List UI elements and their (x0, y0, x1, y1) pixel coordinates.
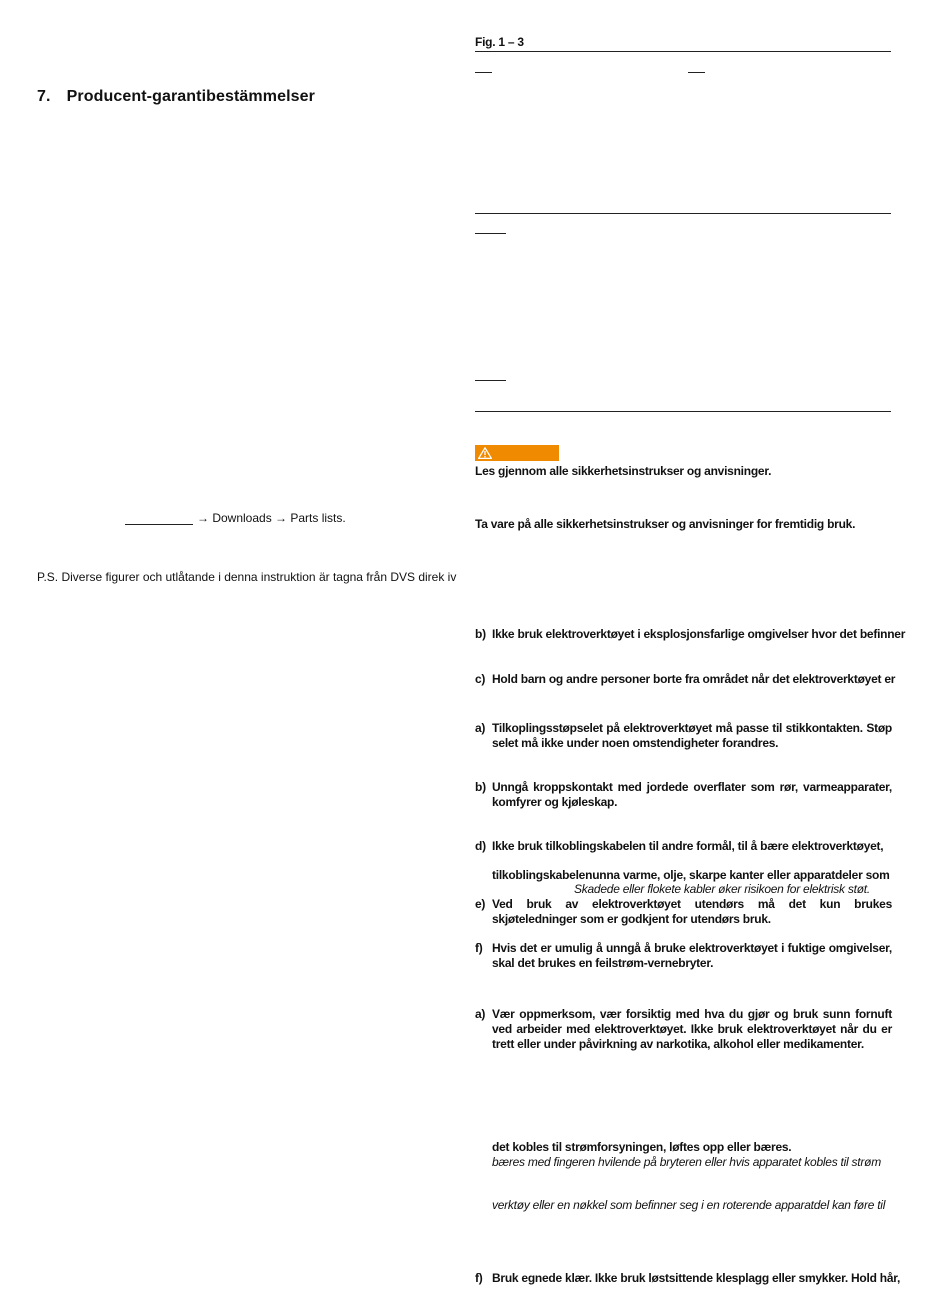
downloads-path: → Downloads → Parts lists. (197, 511, 346, 525)
list-item-text: Ikke bruk elektroverktøyet i eksplosjonsfarlige omgivelser hvor det befinner (492, 627, 906, 641)
figure-label-stub-3 (475, 233, 506, 234)
list-item (475, 1271, 901, 1286)
ps-note: P.S. Diverse figurer och utlåtande i denna instruktion är tagna från DVS direk iv (37, 570, 457, 584)
list-item-label: e) (475, 897, 486, 911)
section-heading (37, 88, 315, 106)
list-item-text: Unngå kroppskontakt med jordede overflater som rør, varmeapparater, komfyrer og kjøleskap. (492, 780, 892, 809)
safety-intro-keep: Ta vare på alle sikkerhetsinstrukser og anvisninger for fremtidig bruk. (475, 517, 856, 531)
list-item-label: b) (475, 627, 486, 641)
list-item (475, 721, 892, 751)
list-item-label: f) (475, 941, 483, 955)
list-item-text: Ved bruk av elektroverktøyet utendørs må det kun brukes skjøteledninger som er godkjent for utendørs bruk. (492, 897, 892, 926)
list-item (475, 627, 906, 642)
warning-banner (475, 445, 559, 461)
list-item (475, 1007, 892, 1052)
figure-caption: Fig. 1 – 3 (475, 35, 524, 49)
list-item-text: Hold barn og andre personer borte fra området når det elektroverktøyet er (492, 672, 896, 686)
list-item-label: a) (475, 1007, 486, 1021)
list-item-text: Hvis det er umulig å unngå å bruke elektroverktøyet i fuktige omgivelser, skal det brukes en feilstrøm-vernebryter. (492, 941, 892, 970)
list-item-text: Vær oppmerksom, vær forsiktig med hva du gjør og bruk sunn fornuft ved arbeider med elektroverktøyet. Ikke bruk elektroverktøyet når du er trett eller under påvirkning av narkotika, alkohol eller medikamenter. (492, 1007, 892, 1051)
list-item (475, 672, 896, 687)
figure-label-stub-1 (475, 72, 492, 73)
list-item-text: Bruk egnede klær. Ikke bruk løstsittende klesplagg eller smykker. Hold hår, (492, 1271, 901, 1285)
list-item-label: b) (475, 780, 486, 794)
figure-divider-rule (475, 213, 891, 214)
section-number: 7. (37, 88, 51, 105)
power-connect-italic: bæres med fingeren hvilende på bryteren eller hvis apparatet kobles til strøm (492, 1155, 881, 1169)
list-item (475, 941, 892, 971)
warning-triangle-icon (478, 447, 492, 459)
section-title: Producent-garantibestämmelser (66, 88, 315, 105)
figure-label-stub-2 (688, 72, 705, 73)
link-placeholder-underline (125, 524, 193, 525)
figure-top-rule (475, 51, 891, 52)
list-item (475, 780, 892, 810)
figure-label-stub-4 (475, 380, 506, 381)
list-item-label: a) (475, 721, 486, 735)
power-connect-line: det kobles til strømforsyningen, løftes opp eller bæres. (492, 1140, 792, 1154)
list-item-label: f) (475, 1271, 483, 1285)
list-item (475, 897, 892, 927)
list-item-text: Tilkoplingsstøpselet på elektroverktøyet må passe til stikkontakten. Støp selet må ikke under noen omstendigheter forandres. (492, 721, 892, 750)
list-item (475, 839, 892, 854)
safety-intro-read: Les gjennom alle sikkerhetsinstrukser og anvisninger. (475, 464, 772, 478)
list-item-label: d) (475, 839, 486, 853)
tool-key-italic: verktøy eller en nøkkel som befinner seg i en roterende apparatdel kan føre til (492, 1198, 886, 1212)
cable-warning-line: tilkoblingskabelenunna varme, olje, skarpe kanter eller apparatdeler som (492, 868, 890, 882)
cable-warning-italic: Skadede eller flokete kabler øker risikoen for elektrisk støt. (574, 882, 870, 896)
list-item-label: c) (475, 672, 486, 686)
list-item-text: Ikke bruk tilkoblingskabelen til andre formål, til å bære elektroverktøyet, (492, 839, 884, 853)
figure-bottom-rule (475, 411, 891, 412)
